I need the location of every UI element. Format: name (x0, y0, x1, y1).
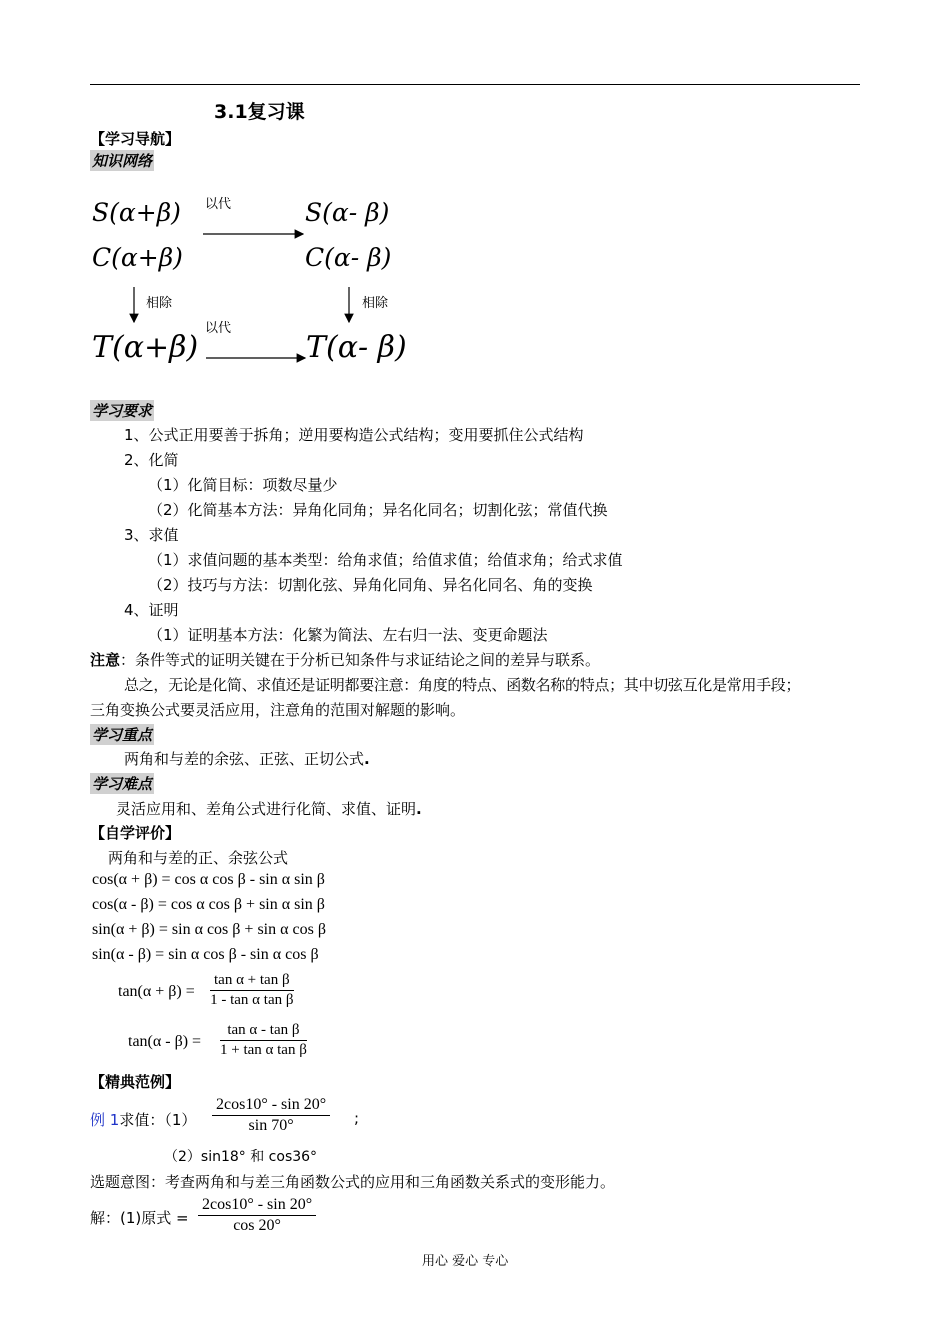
section-examples: 【精典范例】 (90, 1073, 181, 1091)
requirement-item: （1）化简目标：项数尽量少 (148, 476, 338, 494)
tan-minus-fraction (220, 1022, 307, 1059)
formula-sin-minus: sin(α - β) = sin α cos β - sin α cos β (92, 946, 319, 963)
section-knowledge-network: 知识网络 (92, 152, 153, 170)
note-paragraph (90, 649, 600, 670)
solution-numerator: 2cos10° - sin 20° (198, 1196, 316, 1216)
section-requirements: 学习要求 (92, 402, 153, 420)
formula-t-plus: T(α+β) (92, 330, 199, 365)
example1-numerator: 2cos10° - sin 20° (212, 1096, 330, 1116)
example1-prompt (90, 1109, 196, 1130)
formula-c-minus: C(α- β) (305, 243, 392, 272)
solution-denominator: cos 20° (233, 1217, 281, 1234)
difficulties-text (116, 798, 422, 819)
note-text: ：条件等式的证明关键在于分析已知条件与求证结论之间的差异与联系。 (120, 651, 601, 669)
tan-plus-fraction (210, 972, 294, 1009)
difficulties-period: . (416, 800, 422, 818)
example1-prompt-text: 求值：（1） (119, 1111, 197, 1129)
key-points-text (124, 748, 370, 769)
formula-t-minus: T(α- β) (306, 330, 407, 365)
formula-s-plus: S(α+β) (92, 198, 181, 227)
requirement-item: （1）求值问题的基本类型：给角求值；给值求值；给值求角；给式求值 (148, 551, 623, 569)
formula-cos-minus: cos(α - β) = cos α cos β + sin α sin β (92, 896, 325, 913)
formula-cos-plus: cos(α + β) = cos α cos β - sin α sin β (92, 871, 325, 888)
formula-s-minus: S(α- β) (305, 198, 390, 227)
note-label: 注意 (90, 651, 121, 669)
requirement-item: （2）化简基本方法：异角化同角；异名化同名；切割化弦；常值代换 (148, 501, 608, 519)
requirement-item: 3、求值 (124, 526, 179, 544)
tan-plus-lhs: tan(α + β) = (118, 983, 195, 1000)
requirement-item: （1）证明基本方法：化繁为简法、左右归一法、变更命题法 (148, 626, 548, 644)
key-points-period: . (364, 750, 370, 768)
difficulties-body: 灵活应用和、差角公式进行化简、求值、证明 (116, 800, 417, 818)
page-footer: 用心 爱心 专心 (422, 1254, 509, 1269)
solution-fraction (198, 1196, 316, 1235)
tan-plus-denominator: 1 - tan α tan β (210, 992, 294, 1008)
summary-line-2: 三角变换公式要灵活应用，注意角的范围对解题的影响。 (90, 701, 466, 719)
tan-minus-denominator: 1 + tan α tan β (220, 1042, 307, 1058)
solution-prefix: 解：(1)原式 = (90, 1209, 189, 1227)
label-divide-right: 相除 (362, 296, 389, 311)
section-study-nav: 【学习导航】 (90, 130, 181, 148)
requirement-item: 4、证明 (124, 601, 179, 619)
tan-minus-lhs: tan(α - β) = (128, 1033, 202, 1050)
example1-fraction (212, 1096, 330, 1135)
section-key-points: 学习重点 (92, 726, 153, 744)
label-substitute-bottom: 以代 (205, 321, 232, 336)
key-points-body: 两角和与差的余弦、正弦、正切公式 (124, 750, 365, 768)
example1-part2: （2）sin18° 和 cos36° (164, 1149, 318, 1165)
requirement-item: 2、化简 (124, 451, 179, 469)
formula-sin-plus: sin(α + β) = sin α cos β + sin α cos β (92, 921, 326, 938)
requirement-item: （2）技巧与方法：切割化弦、异角化同角、异名化同名、角的变换 (148, 576, 593, 594)
page-title: 3.1复习课 (214, 101, 305, 123)
label-substitute-top: 以代 (205, 197, 232, 212)
example1-label: 例 1 (90, 1111, 120, 1129)
self-eval-intro: 两角和与差的正、余弦公式 (108, 849, 289, 867)
section-difficulties: 学习难点 (92, 775, 153, 793)
intent-text: 选题意图：考查两角和与差三角函数公式的应用和三角函数关系式的变形能力。 (90, 1173, 616, 1191)
example1-denominator: sin 70° (248, 1117, 294, 1134)
formula-c-plus: C(α+β) (92, 243, 183, 272)
example1-semicolon: ; (354, 1109, 360, 1127)
label-divide-left: 相除 (146, 296, 173, 311)
summary-line-1: 总之，无论是化简、求值还是证明都要注意：角度的特点、函数名称的特点；其中切弦互化是常用手段； (124, 676, 801, 694)
requirement-item: 1、公式正用要善于拆角；逆用要构造公式结构；变用要抓住公式结构 (124, 426, 584, 444)
tan-minus-numerator: tan α - tan β (220, 1022, 307, 1041)
tan-plus-numerator: tan α + tan β (210, 972, 294, 991)
section-self-eval: 【自学评价】 (90, 824, 181, 842)
